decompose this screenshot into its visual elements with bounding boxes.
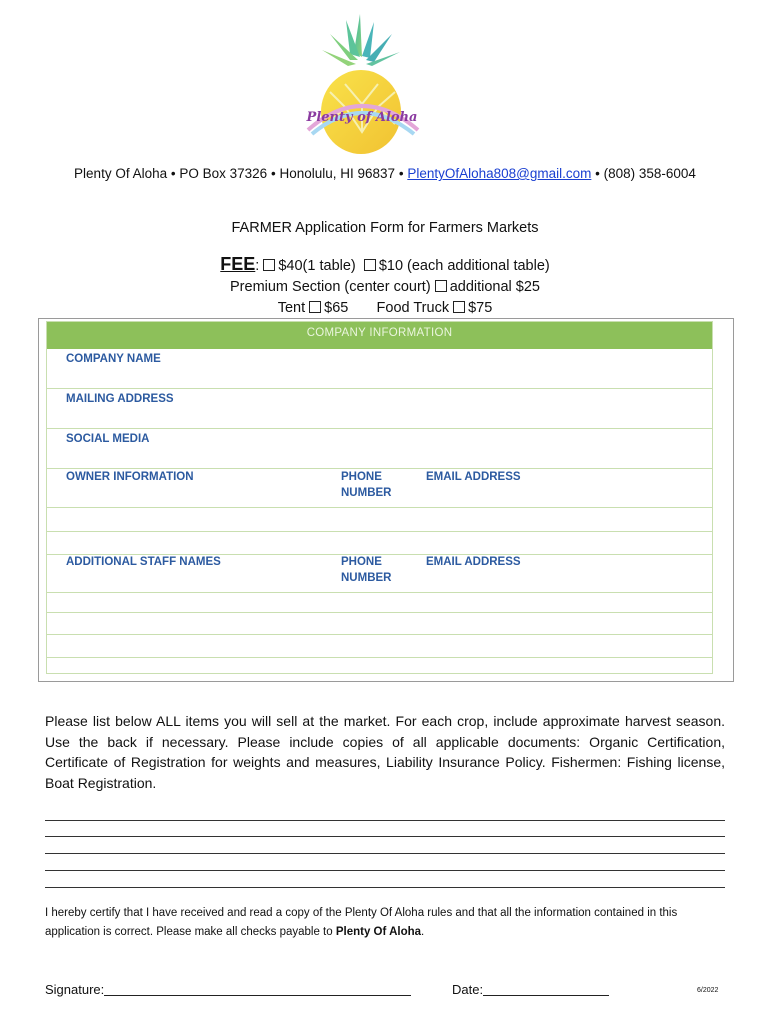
tent-label: Tent [277,300,306,316]
owner-phone-label [341,469,391,501]
form-version: 6/2022 [697,987,719,994]
staff-entry-row-3[interactable] [47,635,712,658]
email-link[interactable]: PlentyOfAloha808@gmail.com [407,166,592,181]
mailing-address-label: MAILING ADDRESS [66,393,174,405]
company-name-label: COMPANY NAME [66,353,161,365]
city-line: Honolulu, HI 96837 [279,166,396,181]
items-line-5[interactable] [45,887,725,888]
fee-additional-text: $10 (each additional table) [378,258,550,274]
payee-name: Plenty Of Aloha [335,926,422,938]
staff-phone-label [341,554,391,586]
truck-label: Food Truck [376,300,450,316]
staff-email-label: EMAIL ADDRESS [426,556,521,568]
date-label: Date: [452,982,484,997]
company-info-table [38,318,734,682]
fee-table-text: $40(1 table) [278,258,356,274]
phone-label-line-2: NUMBER [341,487,392,499]
additional-staff-label: ADDITIONAL STAFF NAMES [66,556,221,568]
logo-text: Plenty of Aloha [306,110,418,125]
certification-statement [45,904,735,942]
premium-text: Premium Section (center court) [230,279,431,295]
bullet-1: • [170,166,176,181]
fee-table-checkbox[interactable] [263,259,275,271]
signature-field [45,982,411,997]
phone-number: (808) 358-6004 [603,166,696,181]
owner-entry-row-2[interactable] [47,532,712,555]
owner-info-row [47,469,712,508]
company-name-row[interactable] [47,349,712,389]
tent-checkbox[interactable] [309,301,321,313]
staff-phone-line-1: PHONE [341,556,382,568]
truck-amount: $75 [468,300,493,316]
fee-additional-checkbox[interactable] [364,259,376,271]
items-instructions: Please list below ALL items you will sell at the market. For each crop, include approximate harvest season. Use the back if necessary. Please include copies of all applicable documents: Organic Certification, Certificate of Registration for weights and measures, Liability Insurance Policy. Fishermen: Fishing license, Boat Registration. [45,713,725,791]
premium-amount: additional $25 [449,279,540,295]
owner-entry-row-1[interactable] [47,508,712,532]
staff-entry-row-2[interactable] [47,613,712,635]
staff-entry-row-1[interactable] [47,593,712,613]
date-line[interactable] [483,983,609,996]
items-line-2[interactable] [45,836,725,837]
items-line-4[interactable] [45,870,725,871]
staff-phone-line-2: NUMBER [341,572,392,584]
certification-end: . [421,926,425,938]
owner-info-label: OWNER INFORMATION [66,471,194,483]
items-line-3[interactable] [45,853,725,854]
truck-checkbox[interactable] [453,301,465,313]
company-info-header: COMPANY INFORMATION [47,322,712,349]
fee-label: FEE [220,254,256,274]
bullet-4: • [595,166,600,181]
items-line-1[interactable] [45,820,725,821]
company-info-inner [46,321,713,674]
org-name: Plenty Of Aloha [74,166,168,181]
mailing-address-row[interactable] [47,389,712,429]
signature-line[interactable] [104,983,411,996]
form-title: FARMER Application Form for Farmers Markets [231,220,539,236]
po-box: PO Box 37326 [179,166,268,181]
bullet-3: • [398,166,404,181]
plenty-of-aloha-logo [300,12,424,162]
additional-staff-row [47,555,712,593]
premium-checkbox[interactable] [435,280,447,292]
signature-label: Signature: [45,982,105,997]
contact-line [0,166,770,181]
tent-amount: $65 [324,300,349,316]
fee-section: FEE: $40(1 table) $10 (each additional table) Premium Section (center court) additional $25 Tent $65 Food Truck $75 [220,254,550,316]
certification-text: I hereby certify that I have received and read a copy of the Plenty Of Aloha rules and that all the information contained in this application is correct. Please make all checks payable to [45,907,678,938]
social-media-label: SOCIAL MEDIA [66,433,150,445]
date-field [452,982,609,997]
phone-label-line-1: PHONE [341,471,382,483]
owner-email-label: EMAIL ADDRESS [426,471,521,483]
bullet-2: • [270,166,276,181]
social-media-row[interactable] [47,429,712,469]
